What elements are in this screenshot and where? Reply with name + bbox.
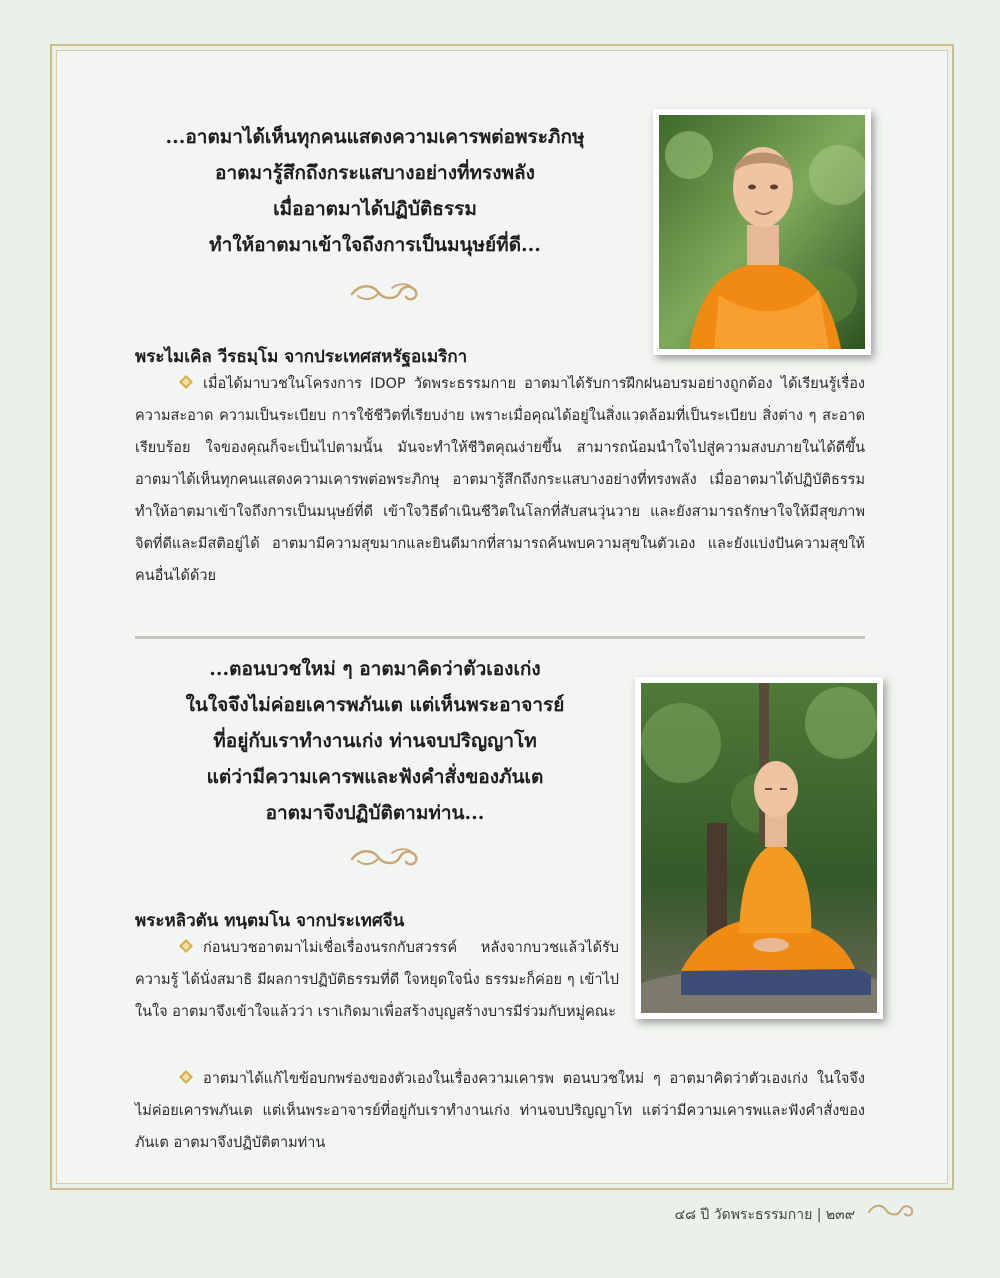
photo-monk-liutan xyxy=(635,677,883,1019)
quote-line: อาตมารู้สึกถึงกระแสบางอย่างที่ทรงพลัง xyxy=(215,162,535,184)
quote-line: ...ตอนบวชใหม่ ๆ อาตมาคิดว่าตัวเองเก่ง xyxy=(209,658,541,680)
ornament-flourish-icon xyxy=(348,278,422,308)
quote-line: ในใจจึงไม่ค่อยเคารพภันเต แต่เห็นพระอาจารย์ xyxy=(185,694,565,716)
diamond-bullet-icon xyxy=(179,1070,193,1084)
diamond-bullet-icon xyxy=(179,939,193,953)
section-divider xyxy=(135,636,865,639)
pull-quote-1 xyxy=(140,119,610,263)
paragraph-text: เมื่อได้มาบวชในโครงการ IDOP วัดพระธรรมกาย อาตมาได้รับการฝึกฝนอบรมอย่างถูกต้อง ได้เรียนรู้เรื่องความสะอาด ความเป็นระเบียบ การใช้ชีวิตที่เรียบง่าย เพราะเมื่อคุณได้อยู่ในสิ่งแวดล้อมที่เป็นระเบียบ สิ่งต่าง ๆ สะอาดเรียบร้อย ใจของคุณก็จะเป็นไปตามนั้น มันจะทำให้ชีวิตคุณง่ายขึ้น สามารถน้อมนำใจไปสู่ความสงบภายในได้ดีขึ้น อาตมาได้เห็นทุกคนแสดงความเคารพต่อพระภิกษุ อาตมารู้สึกถึงกระแสบางอย่างที่ทรงพลัง เมื่ออาตมาได้ปฏิบัติธรรม ทำให้อาตมาเข้าใจถึงการเป็นมนุษย์ที่ดี เข้าใจวิธีดำเนินชีวิตในโลกที่สับสนวุ่นวาย และยังสามารถรักษาใจให้มีสุขภาพจิตที่ดีและมีสติอยู่ได้ อาตมามีความสุขมากและยินดีมากที่สามารถค้นพบความสุขในตัวเอง และยังแบ่งปันความสุขให้คนอื่นได้ด้วย xyxy=(135,376,865,584)
monk-name-1: พระไมเคิล วีรธมฺโม จากประเทศสหรัฐอเมริกา xyxy=(135,347,468,367)
quote-line: ทำให้อาตมาเข้าใจถึงการเป็นมนุษย์ที่ดี... xyxy=(209,234,541,256)
quote-line: อาตมาจึงปฏิบัติตามท่าน... xyxy=(265,802,485,824)
paragraph-1 xyxy=(135,368,865,592)
photo-monk-michael xyxy=(653,109,871,355)
ornament-flourish-icon xyxy=(348,843,422,873)
page-footer: ๔๘ ปี วัดพระธรรมกาย | ๒๓๙ xyxy=(674,1207,855,1223)
footer-flourish-icon xyxy=(866,1200,916,1222)
quote-line: แต่ว่ามีความเคารพและฟังคำสั่งของภันเต xyxy=(206,766,544,788)
diamond-bullet-icon xyxy=(179,375,193,389)
quote-line: เมื่ออาตมาได้ปฏิบัติธรรม xyxy=(273,198,477,220)
paragraph-2b xyxy=(135,1063,865,1159)
paragraph-text: อาตมาได้แก้ไขข้อบกพร่องของตัวเองในเรื่องความเคารพ ตอนบวชใหม่ ๆ อาตมาคิดว่าตัวเองเก่ง ในใจจึงไม่ค่อยเคารพภันเต แต่เห็นพระอาจารย์ที่อยู่กับเราทำงานเก่ง ท่านจบปริญญาโท แต่ว่ามีความเคารพและฟังคำสั่งของภันเต อาตมาจึงปฏิบัติตามท่าน xyxy=(135,1071,865,1151)
paragraph-2a xyxy=(135,932,619,1028)
monk-name-2: พระหลิวตัน ทนฺตมโน จากประเทศจีน xyxy=(135,911,405,931)
pull-quote-2 xyxy=(150,651,600,831)
quote-line: ที่อยู่กับเราทำงานเก่ง ท่านจบปริญญาโท xyxy=(213,730,537,752)
paragraph-text: ก่อนบวชอาตมาไม่เชื่อเรื่องนรกกับสวรรค์ หลังจากบวชแล้วได้รับความรู้ ได้นั่งสมาธิ มีผลการปฏิบัติธรรมที่ดี ใจหยุดใจนิ่ง ธรรมะก็ค่อย ๆ เข้าไปในใจ อาตมาจึงเข้าใจแล้วว่า เราเกิดมาเพื่อสร้างบุญสร้างบารมีร่วมกับหมู่คณะ xyxy=(135,940,619,1020)
quote-line: ...อาตมาได้เห็นทุกคนแสดงความเคารพต่อพระภิกษุ xyxy=(165,126,585,148)
